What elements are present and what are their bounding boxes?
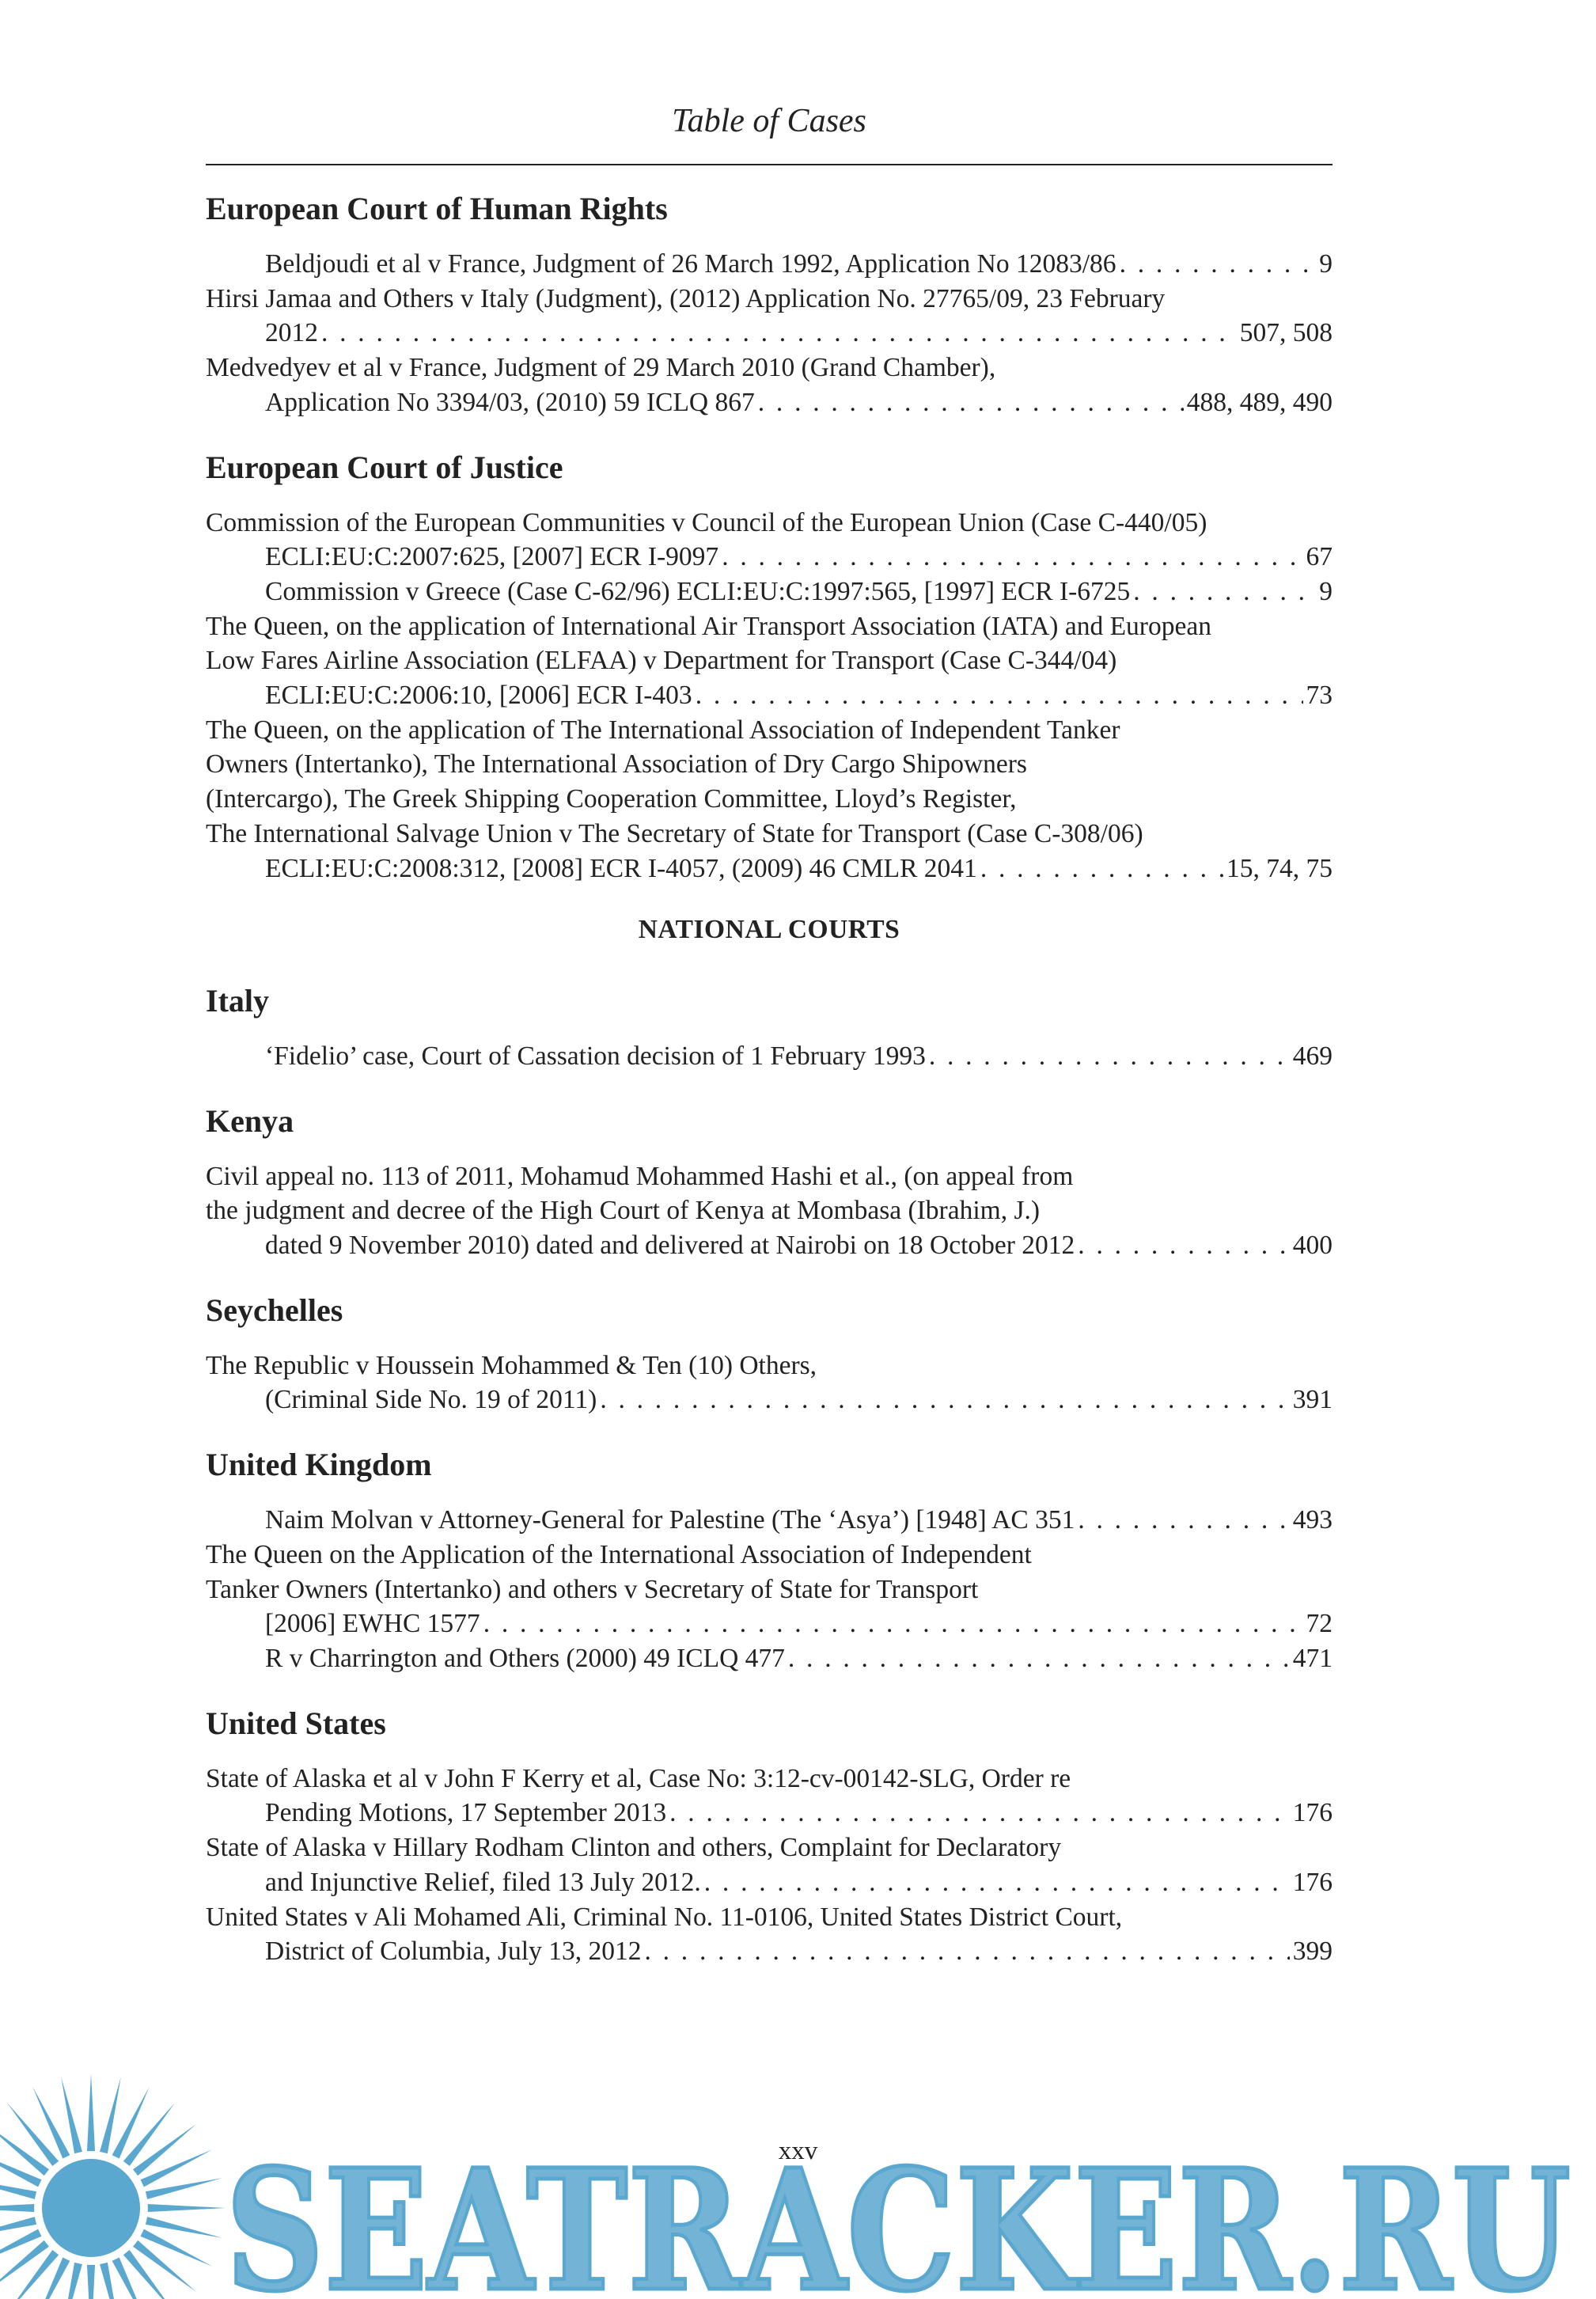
case-citation-line xyxy=(265,1228,1333,1263)
case-list xyxy=(206,1349,1333,1417)
section xyxy=(206,1101,1333,1263)
page-reference: 400 xyxy=(1292,1231,1333,1261)
case-citation-line xyxy=(265,247,1333,282)
watermark-text: SEATRACKER.RU xyxy=(226,2133,1571,2299)
page-reference: 67 xyxy=(1306,542,1333,572)
page-reference: 15, 74, 75 xyxy=(1226,853,1333,883)
dot-leader xyxy=(321,316,1237,351)
header-rule xyxy=(206,164,1333,165)
case-citation-line xyxy=(265,1039,1333,1074)
case-list xyxy=(206,1503,1333,1676)
dot-leader xyxy=(1078,1228,1289,1263)
case-citation-line xyxy=(265,385,1333,420)
case-entry xyxy=(206,506,1333,575)
dot-leader xyxy=(788,1641,1290,1676)
section xyxy=(206,1290,1333,1417)
case-title-line: The International Salvage Union v The Secretary of State for Transport (Case C-308/06) xyxy=(206,818,1143,848)
page-reference: 493 xyxy=(1292,1505,1333,1535)
case-title-line: Medvedyev et al v France, Judgment of 29 March 2010 (Grand Chamber), xyxy=(206,353,996,383)
section xyxy=(206,1703,1333,1969)
section-heading: Kenya xyxy=(206,1102,294,1139)
page-reference: 73 xyxy=(1306,681,1333,711)
case-citation-line xyxy=(265,1383,1333,1417)
case-citation-line xyxy=(265,1865,1333,1900)
case-citation: [2006] EWHC 1577 xyxy=(265,1609,480,1639)
case-entry xyxy=(206,609,1333,713)
page-reference: 469 xyxy=(1292,1041,1333,1071)
dot-leader xyxy=(758,385,1184,420)
case-entry xyxy=(206,1830,1333,1899)
case-title-line: State of Alaska v Hillary Rodham Clinton and others, Complaint for Declaratory xyxy=(206,1833,1062,1863)
page-reference: 176 xyxy=(1292,1867,1333,1897)
case-entry xyxy=(206,1762,1333,1830)
section xyxy=(206,1444,1333,1676)
case-title-line: Owners (Intertanko), The International Association of Dry Cargo Shipowners xyxy=(206,749,1027,780)
case-title-line: United States v Ali Mohamed Ali, Criminal No. 11-0106, United States District Court, xyxy=(206,1902,1123,1932)
dot-leader xyxy=(980,852,1223,886)
section-heading: European Court of Human Rights xyxy=(206,191,668,226)
dot-leader xyxy=(1133,575,1316,609)
case-citation-line xyxy=(265,540,1333,575)
case-list xyxy=(206,506,1333,886)
case-title-line: State of Alaska et al v John F Kerry et al, Case No: 3:12-cv-00142-SLG, Order re xyxy=(206,1763,1071,1793)
case-title-line: Hirsi Jamaa and Others v Italy (Judgment), (2012) Application No. 27765/09, 23 February xyxy=(206,283,1166,313)
dot-leader xyxy=(929,1039,1290,1074)
case-citation: Commission v Greece (Case C-62/96) ECLI:EU:C:1997:565, [1997] ECR I-6725 xyxy=(265,576,1131,606)
case-citation: ‘Fidelio’ case, Court of Cassation decision of 1 February 1993 xyxy=(265,1041,926,1071)
case-citation: ECLI:EU:C:2008:312, [2008] ECR I-4057, (2009) 46 CMLR 2041 xyxy=(265,853,977,883)
case-title-line: the judgment and decree of the High Court of Kenya at Mombasa (Ibrahim, J.) xyxy=(206,1196,1041,1226)
case-entry xyxy=(206,1538,1333,1641)
case-title-line: The Queen, on the application of International Air Transport Association (IATA) and European xyxy=(206,611,1211,641)
case-citation: ECLI:EU:C:2006:10, [2006] ECR I-403 xyxy=(265,681,692,711)
page-reference: 72 xyxy=(1306,1609,1333,1639)
case-citation: Application No 3394/03, (2010) 59 ICLQ 867 xyxy=(265,387,755,417)
page-reference: 9 xyxy=(1319,576,1333,606)
dot-leader xyxy=(669,1796,1290,1830)
page-reference: 471 xyxy=(1292,1643,1333,1673)
case-citation: Pending Motions, 17 September 2013 xyxy=(265,1798,667,1828)
case-title-line: Low Fares Airline Association (ELFAA) v Department for Transport (Case C-344/04) xyxy=(206,646,1117,676)
dot-leader xyxy=(704,1865,1290,1900)
running-head: Table of Cases xyxy=(672,103,866,139)
case-citation-line xyxy=(265,316,1333,351)
section-heading: Seychelles xyxy=(206,1292,343,1328)
case-entry xyxy=(206,713,1333,886)
dot-leader xyxy=(722,540,1302,575)
case-entry xyxy=(206,1349,1333,1417)
page-reference: 488, 489, 490 xyxy=(1186,387,1333,417)
page-reference: 176 xyxy=(1292,1798,1333,1828)
section-heading: European Court of Justice xyxy=(206,449,563,485)
case-entry xyxy=(206,1503,1333,1538)
case-list xyxy=(206,247,1333,420)
watermark xyxy=(0,2058,1596,2299)
dot-leader xyxy=(483,1607,1303,1641)
case-citation-line xyxy=(265,1934,1333,1969)
section-heading: Italy xyxy=(206,982,269,1019)
case-citation-line xyxy=(265,852,1333,886)
page-reference: 9 xyxy=(1319,249,1333,279)
case-title-line: The Republic v Houssein Mohammed & Ten (10) Others, xyxy=(206,1350,817,1380)
case-entry xyxy=(206,1039,1333,1074)
case-citation: R v Charrington and Others (2000) 49 ICLQ 477 xyxy=(265,1643,785,1673)
case-entry xyxy=(206,1900,1333,1969)
case-citation-line xyxy=(265,678,1333,713)
page-reference: 507, 508 xyxy=(1239,318,1333,348)
dot-leader xyxy=(645,1934,1290,1969)
case-title-line: Commission of the European Communities v Council of the European Union (Case C-440/05) xyxy=(206,507,1207,537)
case-entry xyxy=(206,575,1333,609)
dot-leader xyxy=(1078,1503,1289,1538)
case-citation-line xyxy=(265,1503,1333,1538)
case-citation-line xyxy=(265,1641,1333,1676)
case-entry xyxy=(206,247,1333,282)
case-citation: dated 9 November 2010) dated and delivered at Nairobi on 18 October 2012 xyxy=(265,1231,1075,1261)
section xyxy=(206,981,1333,1074)
dot-leader xyxy=(1120,247,1317,282)
case-title-line: Tanker Owners (Intertanko) and others v Secretary of State for Transport xyxy=(206,1574,979,1604)
case-citation-line xyxy=(265,1796,1333,1830)
case-list xyxy=(206,1159,1333,1263)
case-entry xyxy=(206,1159,1333,1263)
case-citation: Beldjoudi et al v France, Judgment of 26 March 1992, Application No 12083/86 xyxy=(265,249,1116,279)
section xyxy=(206,188,1333,420)
case-citation: (Criminal Side No. 19 of 2011) xyxy=(265,1385,597,1415)
case-entry xyxy=(206,1641,1333,1676)
case-entry xyxy=(206,282,1333,351)
case-citation-line xyxy=(265,575,1333,609)
section xyxy=(206,447,1333,886)
case-entry xyxy=(206,351,1333,419)
case-title-line: The Queen, on the application of The International Association of Independent Tanker xyxy=(206,715,1120,745)
case-citation: and Injunctive Relief, filed 13 July 2012. xyxy=(265,1867,701,1897)
page-reference: 391 xyxy=(1292,1385,1333,1415)
page-number: xxv xyxy=(778,2137,818,2165)
section-heading: United States xyxy=(206,1705,386,1741)
sun-icon xyxy=(0,2073,226,2299)
dot-leader xyxy=(696,678,1303,713)
case-citation-line xyxy=(265,1607,1333,1641)
case-title-line: (Intercargo), The Greek Shipping Cooperation Committee, Lloyd’s Register, xyxy=(206,784,1017,814)
case-citation: Naim Molvan v Attorney-General for Palestine (The ‘Asya’) [1948] AC 351 xyxy=(265,1505,1075,1535)
page-reference: 399 xyxy=(1292,1937,1333,1967)
case-list xyxy=(206,1039,1333,1074)
dot-leader xyxy=(600,1383,1289,1417)
section-heading: United Kingdom xyxy=(206,1447,432,1483)
case-list xyxy=(206,1762,1333,1969)
group-title: NATIONAL COURTS xyxy=(638,915,900,945)
case-citation: District of Columbia, July 13, 2012 xyxy=(265,1937,642,1967)
case-title-line: The Queen on the Application of the International Association of Independent xyxy=(206,1539,1032,1569)
table-of-cases xyxy=(206,188,1333,1996)
case-citation: 2012 xyxy=(265,318,318,348)
case-title-line: Civil appeal no. 113 of 2011, Mohamud Mohammed Hashi et al., (on appeal from xyxy=(206,1161,1074,1191)
case-citation: ECLI:EU:C:2007:625, [2007] ECR I-9097 xyxy=(265,542,719,572)
